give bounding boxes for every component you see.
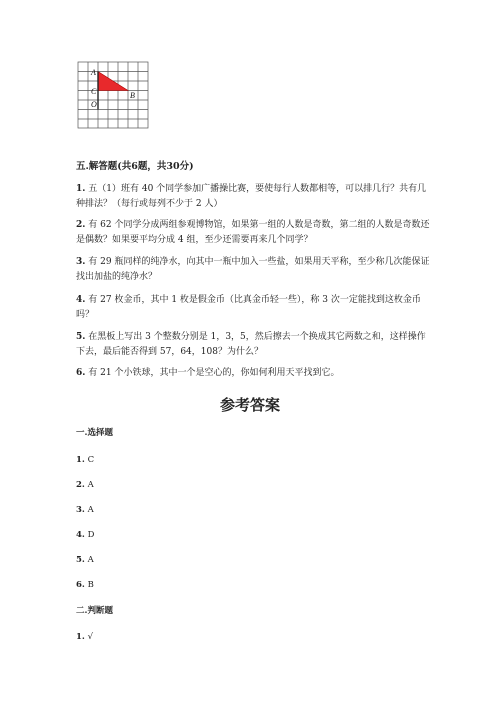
choice-answer-3: 3. A bbox=[76, 505, 94, 515]
question-2 bbox=[76, 218, 430, 248]
question-text: 五（1）班有 40 个同学参加广播操比赛，要使每行人数都相等，可以排几行？共有几种排法？（每行或每列不少于 2 人） bbox=[76, 184, 427, 209]
answers-title: 参考答案 bbox=[219, 396, 280, 414]
question-number: 5. bbox=[76, 332, 86, 342]
choice-answer-4: 4. D bbox=[76, 530, 95, 540]
label-a: A bbox=[91, 68, 96, 77]
choice-answer-2: 2. A bbox=[76, 480, 94, 490]
choice-section-title: 一.选择题 bbox=[76, 428, 113, 438]
question-3 bbox=[76, 255, 430, 285]
question-text: 有 21 个小铁球，其中一个是空心的，你如何利用天平找到它。 bbox=[88, 368, 340, 378]
label-c: C bbox=[91, 87, 97, 96]
grid-border bbox=[78, 62, 148, 128]
judge-answer-1: 1. √ bbox=[76, 632, 93, 642]
grid-figure bbox=[76, 60, 150, 130]
question-number: 4. bbox=[76, 295, 86, 305]
question-5 bbox=[76, 330, 430, 360]
question-6 bbox=[76, 366, 430, 381]
question-4 bbox=[76, 293, 430, 323]
question-text: 有 62 个同学分成两组参观博物馆，如果第一组的人数是奇数，第二组的人数是奇数还是偶数？如果要平均分成 4 组，至少还需要再来几个同学？ bbox=[76, 220, 430, 245]
label-o: O bbox=[91, 100, 97, 109]
question-text: 有 29 瓶同样的纯净水，向其中一瓶中加入一些盐，如果用天平称，至少称几次能保证找出加盐的纯净水？ bbox=[76, 257, 430, 282]
choice-answer-6: 6. B bbox=[76, 580, 94, 590]
judge-section-title: 二.判断题 bbox=[76, 606, 113, 616]
choice-answer-1: 1. C bbox=[76, 455, 95, 465]
question-1 bbox=[76, 182, 430, 212]
question-text: 在黑板上写出 3 个整数分别是 1，3，5，然后擦去一个换成其它两数之和，这样操作下去，最后能否得到 57，64，108？为什么？ bbox=[76, 332, 426, 357]
label-b: B bbox=[130, 91, 135, 100]
question-number: 3. bbox=[76, 257, 86, 267]
section-5-title: 五.解答题(共6题，共30分) bbox=[76, 161, 194, 172]
choice-answer-5: 5. A bbox=[76, 555, 94, 565]
question-number: 2. bbox=[76, 220, 86, 230]
question-number: 1. bbox=[76, 184, 86, 194]
grid bbox=[78, 62, 148, 128]
question-number: 6. bbox=[76, 368, 86, 378]
question-text: 有 27 枚金币，其中 1 枚是假金币（比真金币轻一些），称 3 次一定能找到这枚金币吗？ bbox=[76, 295, 421, 320]
